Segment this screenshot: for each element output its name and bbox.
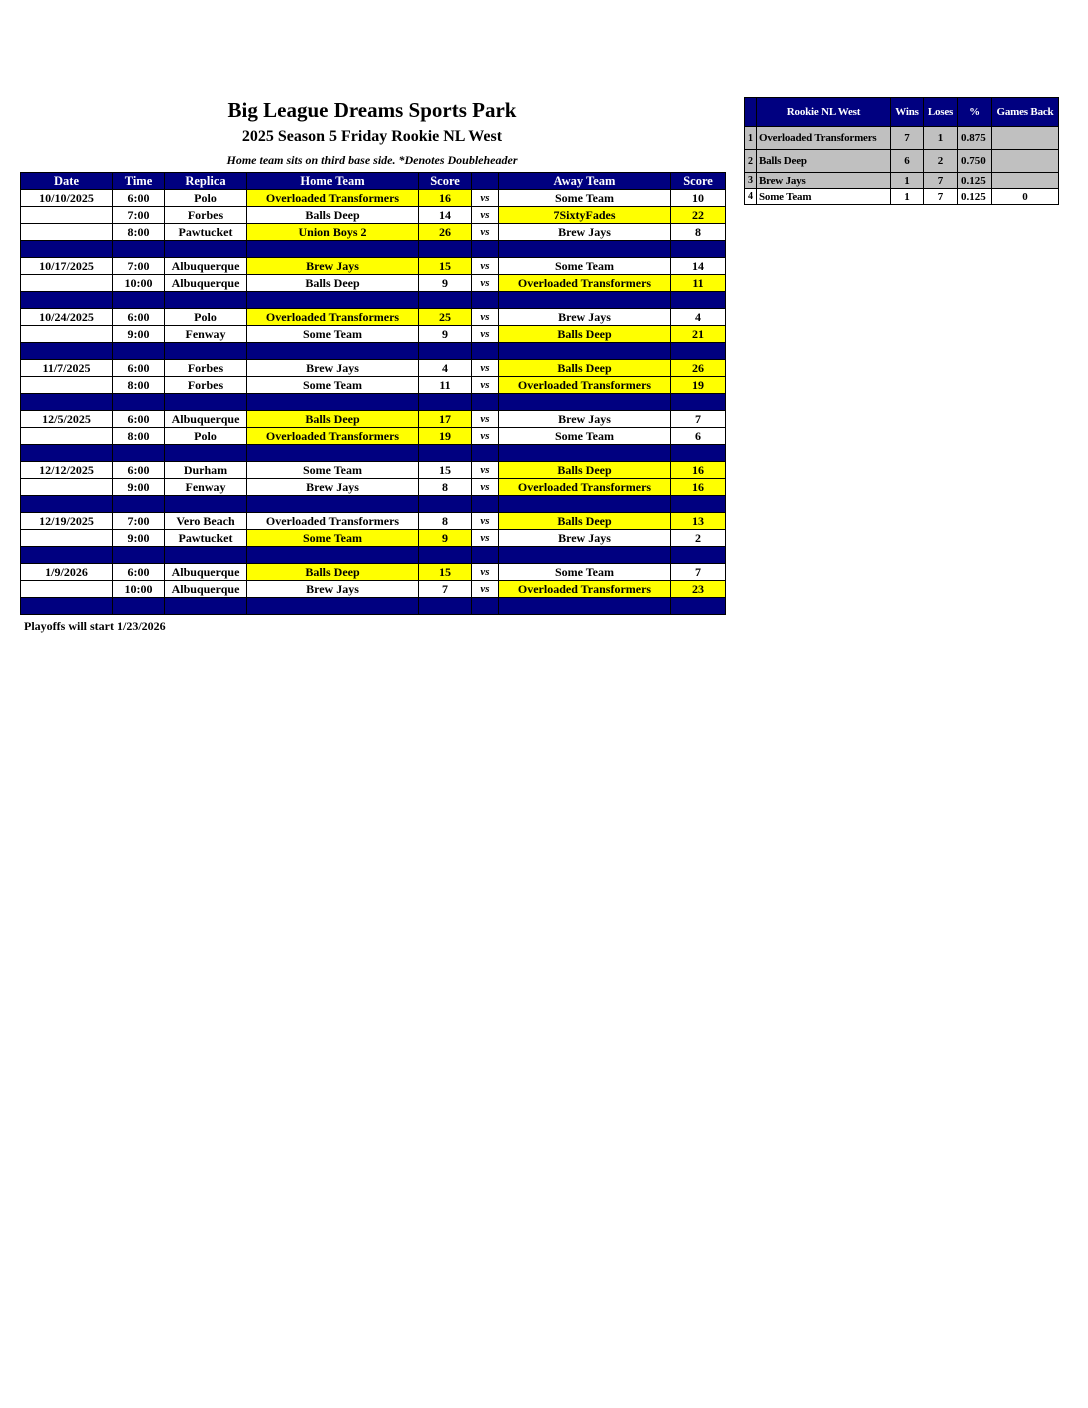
separator-cell <box>165 547 247 564</box>
standings-header-wins: Wins <box>891 98 924 127</box>
away-team: Some Team <box>499 190 671 207</box>
vs-label: vs <box>472 513 499 530</box>
separator-cell <box>247 292 419 309</box>
separator-cell <box>499 547 671 564</box>
away-team: Brew Jays <box>499 411 671 428</box>
home-team: Overloaded Transformers <box>247 513 419 530</box>
park-title: Big League Dreams Sports Park <box>227 98 517 122</box>
game-time: 9:00 <box>113 326 165 343</box>
vs-label: vs <box>472 564 499 581</box>
game-row <box>21 207 726 224</box>
week-separator <box>21 598 726 615</box>
game-field: Forbes <box>165 377 247 394</box>
home-score: 16 <box>419 190 472 207</box>
home-team: Overloaded Transformers <box>247 190 419 207</box>
home-score: 7 <box>419 581 472 598</box>
game-field: Polo <box>165 309 247 326</box>
game-field: Pawtucket <box>165 530 247 547</box>
vs-label: vs <box>472 462 499 479</box>
vs-label: vs <box>472 258 499 275</box>
week-separator <box>21 241 726 258</box>
vs-label: vs <box>472 224 499 241</box>
standings-loses: 7 <box>924 189 958 205</box>
game-row <box>21 377 726 394</box>
away-score: 23 <box>671 581 726 598</box>
away-score: 2 <box>671 530 726 547</box>
game-row <box>21 275 726 292</box>
separator-cell <box>113 241 165 258</box>
separator-cell <box>499 292 671 309</box>
game-time: 6:00 <box>113 190 165 207</box>
vs-label: vs <box>472 309 499 326</box>
vs-label: vs <box>472 275 499 292</box>
separator-cell <box>247 343 419 360</box>
col-header-home-team: Home Team <box>247 173 419 190</box>
away-team: Brew Jays <box>499 530 671 547</box>
game-row <box>21 411 726 428</box>
game-field: Albuquerque <box>165 411 247 428</box>
game-time: 10:00 <box>113 581 165 598</box>
game-row <box>21 462 726 479</box>
standings-pct: 0.875 <box>958 127 992 150</box>
separator-cell <box>165 394 247 411</box>
separator-cell <box>499 343 671 360</box>
away-score: 19 <box>671 377 726 394</box>
game-time: 8:00 <box>113 377 165 394</box>
game-row <box>21 309 726 326</box>
home-score: 19 <box>419 428 472 445</box>
away-team: Balls Deep <box>499 326 671 343</box>
home-score: 9 <box>419 275 472 292</box>
away-score: 13 <box>671 513 726 530</box>
separator-cell <box>472 292 499 309</box>
standings-header-rank <box>745 98 757 127</box>
game-date <box>21 326 113 343</box>
standings-games-back <box>992 150 1059 173</box>
game-time: 8:00 <box>113 428 165 445</box>
game-time: 9:00 <box>113 530 165 547</box>
away-score: 10 <box>671 190 726 207</box>
separator-cell <box>671 598 726 615</box>
home-team: Some Team <box>247 377 419 394</box>
standings-pct: 0.750 <box>958 150 992 173</box>
home-score: 17 <box>419 411 472 428</box>
away-score: 6 <box>671 428 726 445</box>
away-team: Balls Deep <box>499 360 671 377</box>
game-time: 9:00 <box>113 479 165 496</box>
game-row <box>21 428 726 445</box>
separator-cell <box>113 598 165 615</box>
standings-table <box>744 97 1059 205</box>
separator-cell <box>472 547 499 564</box>
away-score: 14 <box>671 258 726 275</box>
game-time: 7:00 <box>113 258 165 275</box>
separator-cell <box>419 445 472 462</box>
col-header-away-score: Score <box>671 173 726 190</box>
away-score: 8 <box>671 224 726 241</box>
game-date: 12/12/2025 <box>21 462 113 479</box>
home-team: Overloaded Transformers <box>247 428 419 445</box>
game-date: 10/17/2025 <box>21 258 113 275</box>
standings-team: Balls Deep <box>757 150 891 173</box>
standings-loses: 7 <box>924 173 958 189</box>
vs-label: vs <box>472 428 499 445</box>
standings-rank: 4 <box>745 189 757 205</box>
col-header-replica: Replica <box>165 173 247 190</box>
away-score: 7 <box>671 564 726 581</box>
home-score: 4 <box>419 360 472 377</box>
schedule-note: Home team sits on third base side. *Denotes Doubleheader <box>226 153 518 167</box>
separator-cell <box>21 598 113 615</box>
game-field: Forbes <box>165 207 247 224</box>
game-row <box>21 190 726 207</box>
home-team: Overloaded Transformers <box>247 309 419 326</box>
game-date: 1/9/2026 <box>21 564 113 581</box>
standings-wins: 6 <box>891 150 924 173</box>
week-separator <box>21 394 726 411</box>
game-field: Albuquerque <box>165 564 247 581</box>
away-score: 16 <box>671 479 726 496</box>
separator-cell <box>472 394 499 411</box>
away-team: Balls Deep <box>499 462 671 479</box>
away-team: Brew Jays <box>499 309 671 326</box>
vs-label: vs <box>472 411 499 428</box>
game-date <box>21 224 113 241</box>
away-team: Overloaded Transformers <box>499 479 671 496</box>
separator-cell <box>419 394 472 411</box>
home-team: Balls Deep <box>247 275 419 292</box>
away-team: Balls Deep <box>499 513 671 530</box>
game-row <box>21 513 726 530</box>
game-field: Polo <box>165 190 247 207</box>
home-score: 25 <box>419 309 472 326</box>
col-header-home-score: Score <box>419 173 472 190</box>
away-team: Overloaded Transformers <box>499 377 671 394</box>
standings-wins: 1 <box>891 189 924 205</box>
separator-cell <box>113 292 165 309</box>
separator-cell <box>21 547 113 564</box>
game-field: Vero Beach <box>165 513 247 530</box>
game-field: Albuquerque <box>165 581 247 598</box>
game-date <box>21 530 113 547</box>
standings-row <box>745 189 1059 205</box>
game-row <box>21 530 726 547</box>
standings-loses: 2 <box>924 150 958 173</box>
home-team: Union Boys 2 <box>247 224 419 241</box>
game-row <box>21 479 726 496</box>
away-score: 16 <box>671 462 726 479</box>
separator-cell <box>499 496 671 513</box>
separator-cell <box>21 343 113 360</box>
standings-rank: 3 <box>745 173 757 189</box>
standings-rank: 1 <box>745 127 757 150</box>
home-team: Brew Jays <box>247 360 419 377</box>
game-time: 6:00 <box>113 411 165 428</box>
week-separator <box>21 343 726 360</box>
standings-wins: 1 <box>891 173 924 189</box>
separator-cell <box>499 394 671 411</box>
home-team: Brew Jays <box>247 581 419 598</box>
separator-cell <box>671 496 726 513</box>
vs-label: vs <box>472 377 499 394</box>
game-field: Albuquerque <box>165 275 247 292</box>
standings-header-row <box>745 98 1059 127</box>
separator-cell <box>247 394 419 411</box>
home-score: 15 <box>419 564 472 581</box>
separator-cell <box>499 241 671 258</box>
home-score: 9 <box>419 530 472 547</box>
separator-cell <box>113 445 165 462</box>
separator-cell <box>419 241 472 258</box>
away-score: 22 <box>671 207 726 224</box>
separator-cell <box>671 547 726 564</box>
standings-header-pct: % <box>958 98 992 127</box>
separator-cell <box>165 292 247 309</box>
standings-games-back <box>992 173 1059 189</box>
game-time: 10:00 <box>113 275 165 292</box>
week-separator <box>21 547 726 564</box>
separator-cell <box>113 547 165 564</box>
standings-team: Some Team <box>757 189 891 205</box>
home-score: 8 <box>419 479 472 496</box>
game-date: 10/10/2025 <box>21 190 113 207</box>
separator-cell <box>671 445 726 462</box>
separator-cell <box>247 496 419 513</box>
game-field: Albuquerque <box>165 258 247 275</box>
game-row <box>21 224 726 241</box>
separator-cell <box>21 292 113 309</box>
away-score: 7 <box>671 411 726 428</box>
game-field: Polo <box>165 428 247 445</box>
game-date: 10/24/2025 <box>21 309 113 326</box>
schedule-table <box>20 172 726 615</box>
separator-cell <box>113 496 165 513</box>
standings-body <box>745 127 1059 205</box>
game-date: 12/5/2025 <box>21 411 113 428</box>
standings-team: Brew Jays <box>757 173 891 189</box>
home-score: 15 <box>419 462 472 479</box>
separator-cell <box>499 598 671 615</box>
game-row <box>21 258 726 275</box>
separator-cell <box>671 394 726 411</box>
separator-cell <box>419 598 472 615</box>
separator-cell <box>21 445 113 462</box>
vs-label: vs <box>472 360 499 377</box>
game-row <box>21 326 726 343</box>
standings-wins: 7 <box>891 127 924 150</box>
home-score: 11 <box>419 377 472 394</box>
away-score: 26 <box>671 360 726 377</box>
standings-header-loses: Loses <box>924 98 958 127</box>
game-time: 6:00 <box>113 360 165 377</box>
separator-cell <box>113 343 165 360</box>
col-header-date: Date <box>21 173 113 190</box>
home-score: 9 <box>419 326 472 343</box>
separator-cell <box>419 496 472 513</box>
separator-cell <box>499 445 671 462</box>
home-team: Brew Jays <box>247 258 419 275</box>
vs-label: vs <box>472 530 499 547</box>
col-header-time: Time <box>113 173 165 190</box>
game-row <box>21 564 726 581</box>
standings-games-back: 0 <box>992 189 1059 205</box>
season-title: 2025 Season 5 Friday Rookie NL West <box>241 128 503 145</box>
home-score: 15 <box>419 258 472 275</box>
standings-row <box>745 150 1059 173</box>
away-team: Some Team <box>499 428 671 445</box>
away-team: 7SixtyFades <box>499 207 671 224</box>
away-team: Some Team <box>499 258 671 275</box>
separator-cell <box>21 496 113 513</box>
home-score: 14 <box>419 207 472 224</box>
home-score: 8 <box>419 513 472 530</box>
separator-cell <box>247 547 419 564</box>
game-field: Fenway <box>165 326 247 343</box>
standings-pct: 0.125 <box>958 173 992 189</box>
game-date <box>21 479 113 496</box>
separator-cell <box>165 496 247 513</box>
standings-games-back <box>992 127 1059 150</box>
game-time: 6:00 <box>113 564 165 581</box>
standings-row <box>745 173 1059 189</box>
col-header-away-team: Away Team <box>499 173 671 190</box>
home-team: Balls Deep <box>247 411 419 428</box>
separator-cell <box>419 343 472 360</box>
separator-cell <box>671 292 726 309</box>
home-team: Brew Jays <box>247 479 419 496</box>
separator-cell <box>247 241 419 258</box>
separator-cell <box>472 343 499 360</box>
vs-label: vs <box>472 190 499 207</box>
vs-label: vs <box>472 479 499 496</box>
game-time: 6:00 <box>113 462 165 479</box>
schedule-body <box>21 190 726 615</box>
separator-cell <box>671 343 726 360</box>
game-date <box>21 377 113 394</box>
separator-cell <box>472 598 499 615</box>
game-time: 6:00 <box>113 309 165 326</box>
separator-cell <box>21 241 113 258</box>
separator-cell <box>247 598 419 615</box>
game-date: 11/7/2025 <box>21 360 113 377</box>
vs-label: vs <box>472 326 499 343</box>
home-team: Balls Deep <box>247 564 419 581</box>
separator-cell <box>165 445 247 462</box>
vs-label: vs <box>472 581 499 598</box>
game-field: Durham <box>165 462 247 479</box>
away-score: 11 <box>671 275 726 292</box>
game-time: 7:00 <box>113 207 165 224</box>
away-team: Overloaded Transformers <box>499 275 671 292</box>
schedule-header-row <box>21 173 726 190</box>
away-team: Overloaded Transformers <box>499 581 671 598</box>
separator-cell <box>472 496 499 513</box>
separator-cell <box>472 445 499 462</box>
standings-header-division: Rookie NL West <box>757 98 891 127</box>
game-date <box>21 207 113 224</box>
home-team: Some Team <box>247 530 419 547</box>
separator-cell <box>165 598 247 615</box>
game-time: 7:00 <box>113 513 165 530</box>
away-team: Some Team <box>499 564 671 581</box>
away-score: 4 <box>671 309 726 326</box>
home-team: Balls Deep <box>247 207 419 224</box>
separator-cell <box>671 241 726 258</box>
home-team: Some Team <box>247 462 419 479</box>
game-date <box>21 428 113 445</box>
away-team: Brew Jays <box>499 224 671 241</box>
vs-label: vs <box>472 207 499 224</box>
home-team: Some Team <box>247 326 419 343</box>
game-date <box>21 275 113 292</box>
game-row <box>21 360 726 377</box>
week-separator <box>21 445 726 462</box>
separator-cell <box>113 394 165 411</box>
col-header-vs <box>472 173 499 190</box>
standings-row <box>745 127 1059 150</box>
separator-cell <box>165 343 247 360</box>
separator-cell <box>21 394 113 411</box>
separator-cell <box>247 445 419 462</box>
separator-cell <box>472 241 499 258</box>
game-field: Fenway <box>165 479 247 496</box>
home-score: 26 <box>419 224 472 241</box>
game-field: Pawtucket <box>165 224 247 241</box>
standings-pct: 0.125 <box>958 189 992 205</box>
separator-cell <box>419 547 472 564</box>
week-separator <box>21 292 726 309</box>
separator-cell <box>419 292 472 309</box>
standings-header-games-back: Games Back <box>992 98 1059 127</box>
game-field: Forbes <box>165 360 247 377</box>
standings-loses: 1 <box>924 127 958 150</box>
away-score: 21 <box>671 326 726 343</box>
game-time: 8:00 <box>113 224 165 241</box>
game-row <box>21 581 726 598</box>
standings-rank: 2 <box>745 150 757 173</box>
standings-team: Overloaded Transformers <box>757 127 891 150</box>
game-date <box>21 581 113 598</box>
playoffs-note: Playoffs will start 1/23/2026 <box>24 619 166 633</box>
game-date: 12/19/2025 <box>21 513 113 530</box>
separator-cell <box>165 241 247 258</box>
week-separator <box>21 496 726 513</box>
